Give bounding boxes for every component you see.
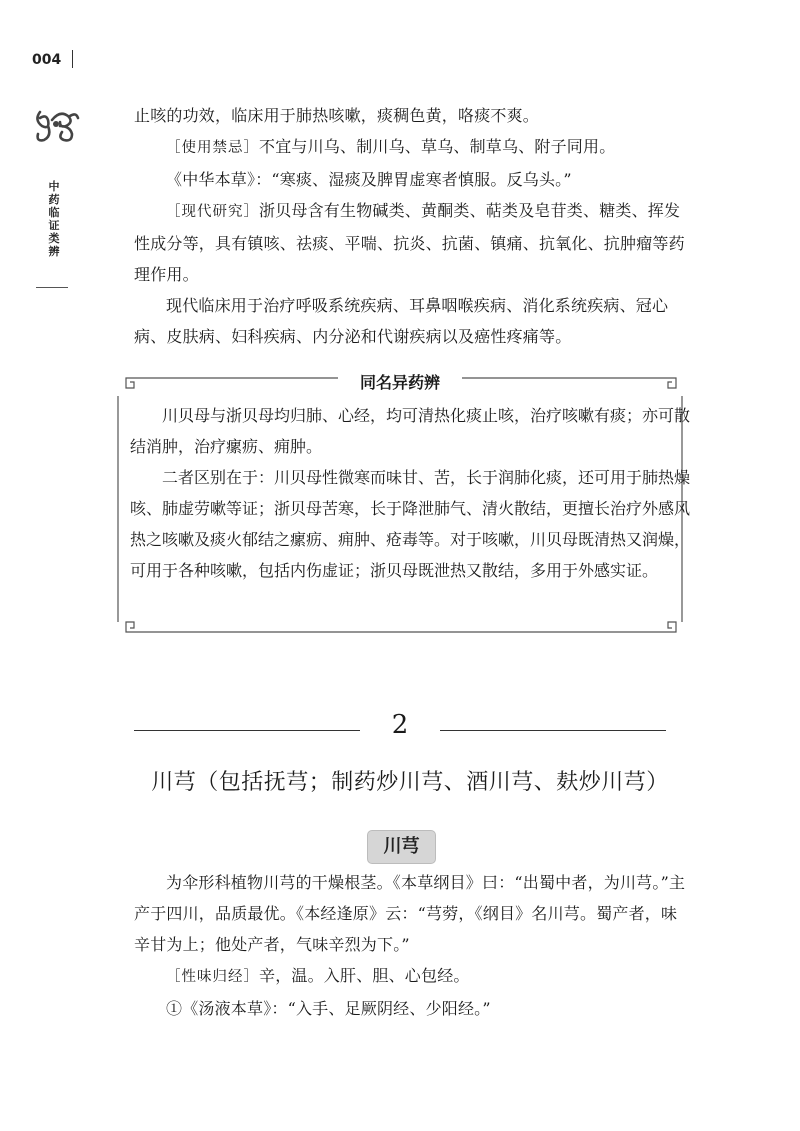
modern-research-text: 浙贝母含有生物碱类、黄酮类、萜类及皂苷类、糖类、挥发性成分等，具有镇咳、祛痰、平喘、抗炎、抗菌、镇痛、抗氧化、抗肿瘤等药理作用。 [134,201,685,284]
section-title: 川芎（包括抚芎；制药炒川芎、酒川芎、麸炒川芎） [151,770,669,795]
comparison-paragraph: 川贝母与浙贝母均归肺、心经，均可清热化痰止咳，治疗咳嗽有痰；亦可散结消肿，治疗瘰疬、痈肿。 [130,406,691,456]
herb-intro-paragraph: 为伞形科植物川芎的干燥根茎。《本草纲目》曰：“出蜀中者，为川芎。”主产于四川，品质最优。《本经逢原》云：“芎䓖，《纲目》名川芎。蜀产者，味辛甘为上；他处产者，气味辛烈为下。” [134,873,686,954]
contraindication-tag: ［使用禁忌］ [166,140,259,156]
section2-body [134,867,688,1024]
quote-paragraph: ①《汤液本草》：“入手、足厥阴经、少阳经。” [166,999,491,1018]
page-number: 004 [32,52,62,68]
zhonghua-quote: 《中华本草》：“寒痰、湿痰及脾胃虚寒者慎服。反乌头。” [166,170,572,189]
section-number: 2 [391,710,409,740]
comparison-box-body [130,400,690,586]
comparison-paragraph: 二者区别在于：川贝母性微寒而味甘、苦，长于润肺化痰，还可用于肺热燥咳、肺虚劳嗽等证；浙贝母苦寒，长于降泄肺气、清火散结，更擅长治疗外感风热之咳嗽及痰火郁结之瘰疬、痈肿、疮毒等。对于咳嗽，川贝母既清热又润燥，可用于各种咳嗽，包括内伤虚证；浙贝母既泄热又散结，多用于外感实证。 [130,468,691,580]
clinical-paragraph: 现代临床用于治疗呼吸系统疾病、耳鼻咽喉疾病、消化系统疾病、冠心病、皮肤病、妇科疾病、内分泌和代谢疾病以及癌性疼痛等。 [134,296,669,346]
herb-name-badge: 川芎 [367,830,436,864]
comparison-box-title: 同名异药辨 [340,370,460,393]
section-divider-left [134,730,360,731]
contraindication-text: 不宜与川乌、制川乌、草乌、制草乌、附子同用。 [259,137,616,156]
nature-text: 辛，温。入肝、胆、心包经。 [259,966,470,985]
continuation-line: 止咳的功效，临床用于肺热咳嗽，痰稠色黄，咯痰不爽。 [134,106,540,125]
section-divider-right [440,730,666,731]
modern-research-tag: ［现代研究］ [166,204,259,220]
nature-paragraph [134,960,688,993]
side-book-title: 中药临证类辨 [48,180,60,258]
nature-tag: ［性味归经］ [166,969,259,985]
